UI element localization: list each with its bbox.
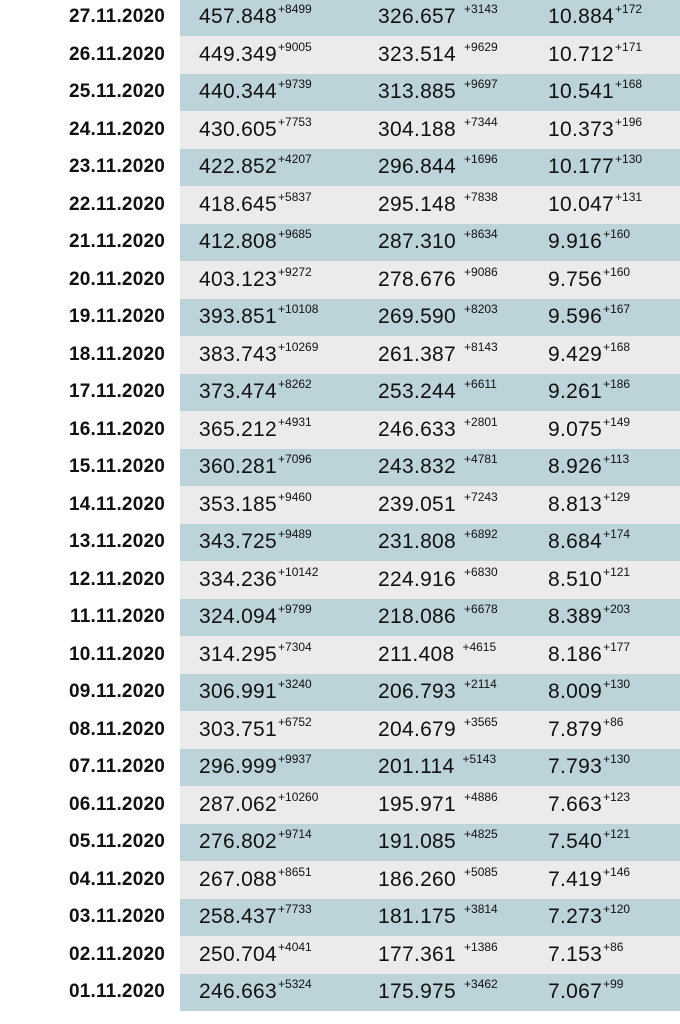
third-value: 9.075 (548, 417, 603, 441)
third-delta: +160 (603, 227, 631, 242)
total-value: 296.999 (199, 755, 278, 779)
total-cell (199, 561, 318, 599)
third-cell (548, 74, 642, 112)
row-date: 17.11.2020 (68, 381, 165, 403)
third-delta: +168 (603, 339, 631, 354)
third-delta: +160 (603, 264, 631, 279)
table-row (0, 261, 680, 299)
second-cell (378, 299, 498, 337)
third-value: 10.047 (548, 192, 615, 216)
second-delta: +3814 (464, 902, 498, 917)
table-row (0, 74, 680, 112)
second-value: 195.971 (378, 792, 457, 816)
second-cell (378, 449, 498, 487)
third-value: 7.067 (548, 980, 603, 1004)
row-date: 07.11.2020 (68, 756, 165, 778)
third-cell (548, 36, 642, 74)
second-delta: +6892 (464, 527, 498, 542)
third-value: 9.916 (548, 230, 603, 254)
third-cell (548, 524, 630, 562)
total-delta: +8651 (278, 864, 312, 879)
second-value: 304.188 (378, 117, 457, 141)
second-delta: +9629 (464, 39, 498, 54)
total-delta: +7096 (278, 452, 312, 467)
row-date: 09.11.2020 (68, 681, 165, 703)
table-row (0, 899, 680, 937)
second-delta: +8634 (464, 227, 498, 242)
table-row (0, 111, 680, 149)
total-delta: +4041 (278, 939, 312, 954)
second-value: 201.114 (378, 755, 455, 779)
second-value: 177.361 (378, 942, 457, 966)
total-cell (199, 711, 312, 749)
second-cell (378, 0, 498, 36)
third-value: 8.186 (548, 642, 603, 666)
total-delta: +8262 (278, 377, 312, 392)
second-value: 186.260 (378, 867, 457, 891)
table-row (0, 336, 680, 374)
second-delta: +8203 (464, 302, 498, 317)
table-row (0, 711, 680, 749)
third-delta: +129 (603, 489, 631, 504)
total-cell (199, 974, 312, 1012)
third-value: 7.793 (548, 755, 603, 779)
total-delta: +7753 (278, 114, 312, 129)
row-date: 05.11.2020 (68, 831, 165, 853)
total-delta: +9272 (278, 264, 312, 279)
total-delta: +3240 (278, 677, 312, 692)
third-cell (548, 974, 623, 1012)
third-delta: +171 (615, 39, 643, 54)
third-cell (548, 449, 629, 487)
third-cell (548, 786, 630, 824)
second-cell (378, 636, 496, 674)
second-value: 243.832 (378, 455, 457, 479)
total-value: 430.605 (199, 117, 278, 141)
second-cell (378, 974, 498, 1012)
third-cell (548, 149, 642, 187)
total-cell (199, 599, 312, 637)
total-delta: +9005 (278, 39, 312, 54)
second-delta: +4825 (464, 827, 498, 842)
table-row (0, 486, 680, 524)
third-cell (548, 599, 630, 637)
second-value: 239.051 (378, 492, 457, 516)
total-value: 412.808 (199, 230, 278, 254)
row-date: 04.11.2020 (68, 868, 165, 890)
total-delta: +8499 (278, 2, 312, 17)
total-value: 267.088 (199, 867, 278, 891)
third-value: 8.009 (548, 680, 603, 704)
second-cell (378, 524, 498, 562)
second-cell (378, 36, 498, 74)
second-value: 326.657 (378, 5, 457, 29)
second-cell (378, 374, 497, 412)
row-date: 22.11.2020 (68, 193, 165, 215)
second-delta: +9697 (464, 77, 498, 92)
third-value: 8.510 (548, 567, 603, 591)
total-cell (199, 74, 312, 112)
third-delta: +121 (603, 827, 631, 842)
second-value: 261.387 (378, 342, 457, 366)
second-value: 253.244 (378, 380, 457, 404)
second-delta: +2114 (464, 677, 497, 692)
table-row (0, 561, 680, 599)
table-row (0, 224, 680, 262)
total-value: 287.062 (199, 792, 278, 816)
second-value: 269.590 (378, 305, 457, 329)
third-cell (548, 711, 623, 749)
third-delta: +186 (603, 377, 631, 392)
third-cell (548, 861, 630, 899)
second-value: 218.086 (378, 605, 457, 629)
second-delta: +8143 (464, 339, 498, 354)
third-delta: +130 (615, 152, 643, 167)
total-value: 422.852 (199, 155, 278, 179)
third-delta: +130 (603, 677, 631, 692)
row-date: 23.11.2020 (68, 156, 165, 178)
row-date: 14.11.2020 (68, 493, 165, 515)
total-cell (199, 0, 312, 36)
row-date: 02.11.2020 (68, 943, 165, 965)
row-date: 10.11.2020 (68, 643, 165, 665)
total-value: 276.802 (199, 830, 278, 854)
total-cell (199, 749, 312, 787)
row-date: 18.11.2020 (68, 343, 165, 365)
total-value: 324.094 (199, 605, 278, 629)
second-cell (378, 561, 498, 599)
third-value: 8.389 (548, 605, 603, 629)
third-value: 10.712 (548, 42, 615, 66)
total-value: 258.437 (199, 905, 278, 929)
total-cell (199, 674, 312, 712)
third-value: 7.663 (548, 792, 603, 816)
total-delta: +9739 (278, 77, 312, 92)
table-row (0, 974, 680, 1012)
row-date: 15.11.2020 (68, 456, 165, 478)
total-cell (199, 186, 312, 224)
total-delta: +9714 (278, 827, 312, 842)
third-cell (548, 224, 630, 262)
second-cell (378, 261, 498, 299)
third-cell (548, 261, 630, 299)
total-delta: +5324 (278, 977, 312, 992)
second-value: 278.676 (378, 267, 457, 291)
table-row (0, 0, 680, 36)
table-row (0, 786, 680, 824)
table-row (0, 936, 680, 974)
table-row (0, 186, 680, 224)
second-cell (378, 936, 498, 974)
total-value: 383.743 (199, 342, 278, 366)
total-value: 373.474 (199, 380, 278, 404)
total-value: 457.848 (199, 5, 278, 29)
table-row (0, 149, 680, 187)
table-row (0, 449, 680, 487)
third-delta: +174 (603, 527, 631, 542)
third-cell (548, 561, 630, 599)
total-cell (199, 411, 312, 449)
table-row (0, 824, 680, 862)
total-delta: +10142 (278, 564, 319, 579)
third-value: 7.153 (548, 942, 603, 966)
total-value: 353.185 (199, 492, 278, 516)
second-value: 323.514 (378, 42, 457, 66)
total-cell (199, 261, 312, 299)
total-delta: +9685 (278, 227, 312, 242)
total-value: 393.851 (199, 305, 278, 329)
second-delta: +3143 (464, 2, 498, 17)
second-delta: +6678 (464, 602, 498, 617)
total-value: 306.991 (199, 680, 278, 704)
total-cell (199, 899, 312, 937)
row-date: 19.11.2020 (68, 306, 165, 328)
row-date: 16.11.2020 (68, 418, 165, 440)
second-delta: +7344 (464, 114, 498, 129)
total-cell (199, 111, 312, 149)
total-delta: +7304 (278, 639, 312, 654)
row-date: 12.11.2020 (68, 568, 165, 590)
second-value: 246.633 (378, 417, 457, 441)
third-value: 10.373 (548, 117, 615, 141)
total-delta: +4207 (278, 152, 312, 167)
second-delta: +4781 (464, 452, 498, 467)
second-delta: +3565 (464, 714, 498, 729)
third-value: 10.884 (548, 5, 615, 29)
third-value: 8.926 (548, 455, 603, 479)
third-cell (548, 111, 642, 149)
second-cell (378, 336, 498, 374)
second-cell (378, 749, 496, 787)
total-value: 250.704 (199, 942, 278, 966)
second-cell (378, 674, 497, 712)
row-date: 24.11.2020 (68, 118, 165, 140)
second-cell (378, 186, 498, 224)
total-cell (199, 374, 312, 412)
third-cell (548, 374, 630, 412)
third-cell (548, 636, 630, 674)
total-delta: +10108 (278, 302, 319, 317)
third-value: 9.261 (548, 380, 603, 404)
total-value: 303.751 (199, 717, 278, 741)
row-date: 03.11.2020 (68, 906, 165, 928)
total-cell (199, 636, 312, 674)
total-cell (199, 824, 312, 862)
second-delta: +7243 (464, 489, 498, 504)
second-cell (378, 486, 498, 524)
second-value: 175.975 (378, 980, 457, 1004)
third-cell (548, 824, 630, 862)
second-value: 191.085 (378, 830, 457, 854)
total-delta: +6752 (278, 714, 312, 729)
third-delta: +167 (603, 302, 631, 317)
total-value: 343.725 (199, 530, 278, 554)
table-row (0, 36, 680, 74)
row-date: 20.11.2020 (68, 268, 165, 290)
third-value: 7.540 (548, 830, 603, 854)
second-cell (378, 899, 498, 937)
second-value: 206.793 (378, 680, 457, 704)
third-delta: +131 (615, 189, 643, 204)
total-value: 418.645 (199, 192, 278, 216)
total-delta: +9937 (278, 752, 312, 767)
row-date: 06.11.2020 (68, 793, 165, 815)
third-cell (548, 0, 642, 36)
row-date: 08.11.2020 (68, 718, 165, 740)
second-cell (378, 224, 498, 262)
second-cell (378, 786, 498, 824)
total-delta: +7733 (278, 902, 312, 917)
second-delta: +4615 (462, 639, 497, 654)
third-value: 9.756 (548, 267, 603, 291)
second-delta: +6611 (464, 377, 497, 392)
third-value: 10.541 (548, 80, 615, 104)
second-delta: +1696 (464, 152, 498, 167)
total-value: 334.236 (199, 567, 278, 591)
third-cell (548, 899, 630, 937)
third-delta: +99 (603, 977, 624, 992)
third-delta: +86 (603, 714, 624, 729)
total-value: 365.212 (199, 417, 278, 441)
third-cell (548, 336, 630, 374)
total-cell (199, 524, 312, 562)
total-delta: +9460 (278, 489, 312, 504)
second-value: 181.175 (378, 905, 457, 929)
second-delta: +5143 (462, 752, 497, 767)
row-date: 21.11.2020 (68, 231, 165, 253)
row-date: 27.11.2020 (68, 6, 165, 28)
table-row (0, 599, 680, 637)
second-delta: +6830 (464, 564, 498, 579)
row-date: 11.11.2020 (70, 606, 165, 628)
total-cell (199, 486, 312, 524)
second-value: 204.679 (378, 717, 457, 741)
total-value: 440.344 (199, 80, 278, 104)
third-value: 9.429 (548, 342, 603, 366)
third-delta: +113 (603, 452, 630, 467)
total-delta: +9489 (278, 527, 312, 542)
second-delta: +7838 (464, 189, 498, 204)
total-delta: +10269 (278, 339, 319, 354)
third-delta: +120 (603, 902, 631, 917)
total-cell (199, 786, 318, 824)
third-delta: +86 (603, 939, 624, 954)
third-value: 8.684 (548, 530, 603, 554)
second-delta: +2801 (464, 414, 498, 429)
third-cell (548, 674, 630, 712)
total-value: 314.295 (199, 642, 278, 666)
second-value: 231.808 (378, 530, 457, 554)
third-cell (548, 749, 630, 787)
row-date: 26.11.2020 (68, 43, 165, 65)
total-delta: +4931 (278, 414, 312, 429)
total-delta: +5837 (278, 189, 312, 204)
row-date: 01.11.2020 (68, 981, 165, 1003)
third-delta: +203 (603, 602, 631, 617)
total-cell (199, 224, 312, 262)
table-row (0, 749, 680, 787)
second-delta: +3462 (464, 977, 498, 992)
table-row (0, 411, 680, 449)
third-value: 7.419 (548, 867, 603, 891)
total-cell (199, 36, 312, 74)
second-delta: +5085 (464, 864, 498, 879)
third-delta: +196 (615, 114, 643, 129)
total-value: 449.349 (199, 42, 278, 66)
total-cell (199, 861, 312, 899)
table-row (0, 861, 680, 899)
third-cell (548, 299, 630, 337)
total-delta: +10260 (278, 789, 319, 804)
third-cell (548, 486, 630, 524)
second-cell (378, 411, 498, 449)
third-value: 7.879 (548, 717, 603, 741)
second-value: 296.844 (378, 155, 457, 179)
second-delta: +9086 (464, 264, 498, 279)
second-cell (378, 824, 498, 862)
third-delta: +168 (615, 77, 643, 92)
third-delta: +146 (603, 864, 631, 879)
second-cell (378, 599, 498, 637)
total-cell (199, 299, 318, 337)
third-delta: +177 (603, 639, 631, 654)
second-delta: +4886 (464, 789, 498, 804)
total-cell (199, 936, 312, 974)
total-value: 246.663 (199, 980, 278, 1004)
third-cell (548, 186, 642, 224)
third-delta: +149 (603, 414, 631, 429)
second-value: 211.408 (378, 642, 455, 666)
total-delta: +9799 (278, 602, 312, 617)
third-cell (548, 936, 623, 974)
second-cell (378, 149, 498, 187)
second-value: 224.916 (378, 567, 457, 591)
third-value: 10.177 (548, 155, 615, 179)
table-row (0, 636, 680, 674)
third-delta: +172 (615, 2, 643, 17)
table-row (0, 524, 680, 562)
second-cell (378, 111, 498, 149)
third-value: 9.596 (548, 305, 603, 329)
table-row (0, 374, 680, 412)
second-delta: +1386 (464, 939, 498, 954)
total-cell (199, 149, 312, 187)
total-value: 403.123 (199, 267, 278, 291)
third-delta: +130 (603, 752, 631, 767)
second-value: 313.885 (378, 80, 457, 104)
third-delta: +121 (603, 564, 631, 579)
second-cell (378, 861, 498, 899)
total-value: 360.281 (199, 455, 278, 479)
third-cell (548, 411, 630, 449)
second-cell (378, 74, 498, 112)
third-delta: +123 (603, 789, 631, 804)
second-value: 295.148 (378, 192, 457, 216)
table-row (0, 299, 680, 337)
total-cell (199, 336, 318, 374)
total-cell (199, 449, 312, 487)
row-date: 25.11.2020 (68, 81, 165, 103)
table-row (0, 674, 680, 712)
second-cell (378, 711, 498, 749)
third-value: 7.273 (548, 905, 603, 929)
row-date: 13.11.2020 (68, 531, 165, 553)
third-value: 8.813 (548, 492, 603, 516)
second-value: 287.310 (378, 230, 457, 254)
